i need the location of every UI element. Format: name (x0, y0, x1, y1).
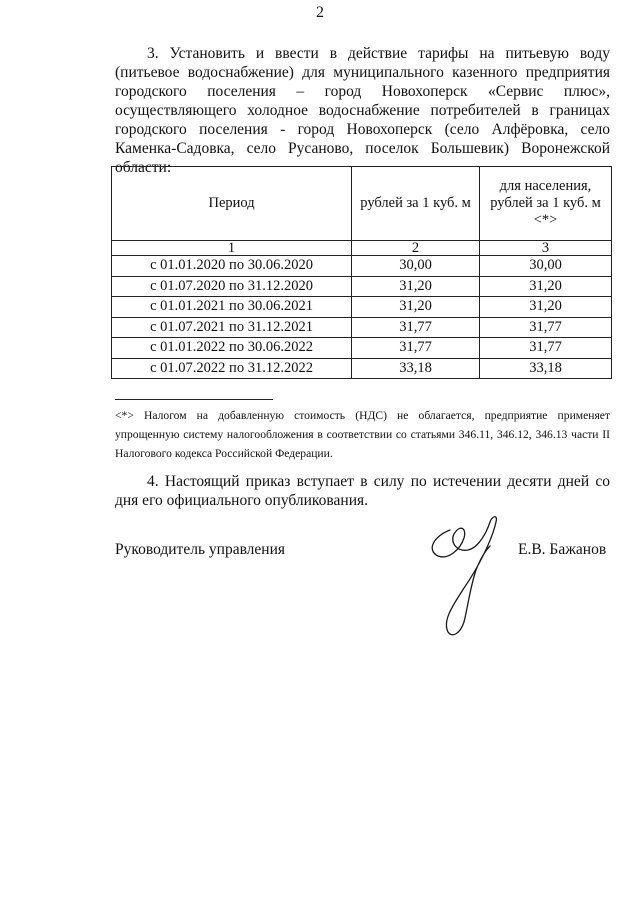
rub-cell: 31,20 (352, 297, 480, 318)
period-cell: с 01.07.2021 по 31.12.2021 (112, 317, 352, 338)
column-number: 1 (112, 241, 352, 256)
rub-cell: 31,77 (352, 338, 480, 359)
period-cell: с 01.07.2020 по 31.12.2020 (112, 276, 352, 297)
header-rub (352, 167, 480, 241)
population-cell: 33,18 (480, 358, 612, 379)
period-cell: с 01.01.2020 по 30.06.2020 (112, 256, 352, 277)
tariff-table (111, 166, 612, 379)
signatory-title: Руководитель управления (115, 541, 286, 558)
table-row (112, 276, 612, 297)
footnote: <*> Налогом на добавленную стоимость (НДС) не облагается, предприятие применяет упрощенную систему налогообложения в соответствии со статьями 346.11, 346.12, 346.13 части II Налогового кодекса Российской Федерации. (115, 409, 610, 460)
period-cell: с 01.01.2022 по 30.06.2022 (112, 338, 352, 359)
paragraph-4-text: 4. Настоящий приказ вступает в силу по истечении десяти дней со дня его официального опубликования. (115, 473, 610, 509)
handwritten-signature (420, 508, 520, 643)
rub-cell: 33,18 (352, 358, 480, 379)
rub-cell: 31,20 (352, 276, 480, 297)
table-row (112, 338, 612, 359)
table-row (112, 358, 612, 379)
table-header-row (112, 167, 612, 241)
period-cell: с 01.01.2021 по 30.06.2021 (112, 297, 352, 318)
footnote-divider (115, 399, 273, 400)
paragraph-4 (115, 472, 610, 510)
rub-cell: 31,77 (352, 317, 480, 338)
signatory-name: Е.В. Бажанов (518, 541, 607, 558)
period-cell: с 01.07.2022 по 31.12.2022 (112, 358, 352, 379)
table-row (112, 256, 612, 277)
header-population (480, 167, 612, 241)
table-row (112, 317, 612, 338)
population-cell: 30,00 (480, 256, 612, 277)
population-cell: 31,77 (480, 338, 612, 359)
population-cell: 31,20 (480, 297, 612, 318)
paragraph-3 (115, 44, 610, 177)
page-number: 2 (316, 4, 324, 21)
table-row (112, 297, 612, 318)
header-rub-text: рублей за 1 куб. м (360, 195, 471, 211)
population-cell: 31,20 (480, 276, 612, 297)
header-period: Период (112, 167, 352, 241)
column-number-row (112, 241, 612, 256)
column-number: 3 (480, 241, 612, 256)
header-population-text: для населения, рублей за 1 куб. м <*> (490, 178, 601, 228)
rub-cell: 30,00 (352, 256, 480, 277)
paragraph-3-text: 3. Установить и ввести в действие тарифы на питьевую воду (питьевое водоснабжение) для муниципального казенного предприятия городского поселения – город Новохоперск «Сервис плюс», осуществляющего холодное водоснабжение потребителей в границах городского поселения - город Новохоперск (село Алфёровка, село Каменка-Садовка, село Русаново, поселок Большевик) Воронежской области: (115, 45, 610, 176)
population-cell: 31,77 (480, 317, 612, 338)
column-number: 2 (352, 241, 480, 256)
